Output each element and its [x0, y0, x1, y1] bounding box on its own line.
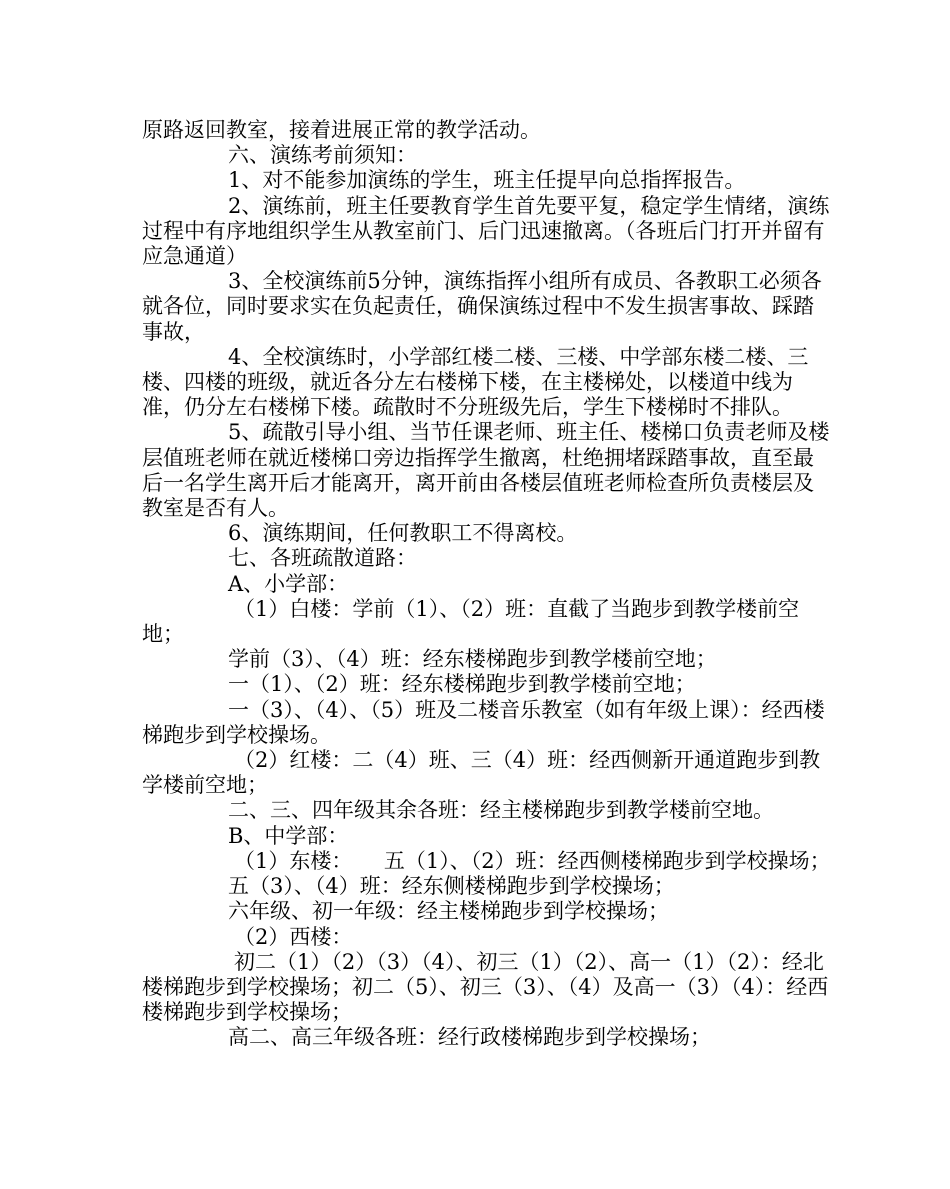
paragraph: 原路返回教室，接着进展正常的教学活动。	[142, 118, 541, 142]
section-heading: 六、演练考前须知：	[228, 143, 417, 168]
paragraph: 3、全校演练前5分钟，演练指挥小组所有成员、各教职工必须各就各位，同时要求实在负起责任，确保演练过程中不发生损害事故、踩踏事故，	[142, 269, 822, 344]
paragraph: 2、演练前，班主任要教育学生首先要平复，稳定学生情绪，演练过程中有序地组织学生从教室前门、后门迅速撤离。（各班后门打开并留有应急通道）	[142, 193, 830, 269]
paragraph: 二、三、四年级其余各班：经主楼梯跑步到教学楼前空地。	[228, 798, 774, 823]
subsection-heading: B、中学部：	[228, 823, 349, 848]
paragraph: （2）红楼：二（4）班、三（4）班：经西侧新开通道跑步到教学楼前空地；	[142, 748, 821, 798]
subsection-heading: A、小学部：	[228, 571, 349, 596]
paragraph: 初二（1）（2）（3）（4）、初三（1）（2）、高一（1）（2）：经北楼梯跑步到学校操场；初二（5）、初三（3）、（4）及高一（3）（4）：经西楼梯跑步到学校操场；	[142, 949, 829, 1025]
section-heading: 七、各班疏散道路：	[228, 546, 417, 571]
paragraph: （2）西楼：	[234, 924, 353, 949]
paragraph: （1）东楼： 五（1）、（2）班：经西侧楼梯跑步到学校操场；	[234, 848, 831, 873]
paragraph: 五（3）、（4）班：经东侧楼梯跑步到学校操场；	[228, 874, 675, 899]
paragraph: 4、全校演练时，小学部红楼二楼、三楼、中学部东楼二楼、三楼、四楼的班级，就近各分左右楼梯下楼，在主楼梯处，以楼道中线为准，仍分左右楼梯下楼。疏散时不分班级先后，学生下楼梯时不排队。	[142, 344, 809, 420]
paragraph: 一（1）、（2）班：经东楼梯跑步到教学楼前空地；	[228, 672, 696, 697]
document-body	[142, 118, 832, 1051]
paragraph: 一（3）、（4）、（5）班及二楼音乐教室（如有年级上课）：经西楼梯跑步到学校操场。	[142, 697, 825, 747]
paragraph: （1）白楼：学前（1）、（2）班：直截了当跑步到教学楼前空地；	[142, 596, 800, 647]
paragraph: 六年级、初一年级：经主楼梯跑步到学校操场；	[228, 899, 669, 924]
paragraph: 学前（3）、（4）班：经东楼梯跑步到教学楼前空地；	[228, 647, 717, 672]
paragraph: 6、演练期间，任何教职工不得离校。	[228, 521, 578, 546]
paragraph: 高二、高三年级各班：经行政楼梯跑步到学校操场；	[228, 1025, 711, 1050]
paragraph: 5、疏散引导小组、当节任课老师、班主任、楼梯口负责老师及楼层值班老师在就近楼梯口旁边指挥学生撤离，杜绝拥堵踩踏事故，直至最后一名学生离开后才能离开，离开前由各楼层值班老师检查所负责楼层及教室是否有人。	[142, 420, 830, 521]
paragraph: 1、对不能参加演练的学生，班主任提早向总指挥报告。	[228, 168, 746, 193]
